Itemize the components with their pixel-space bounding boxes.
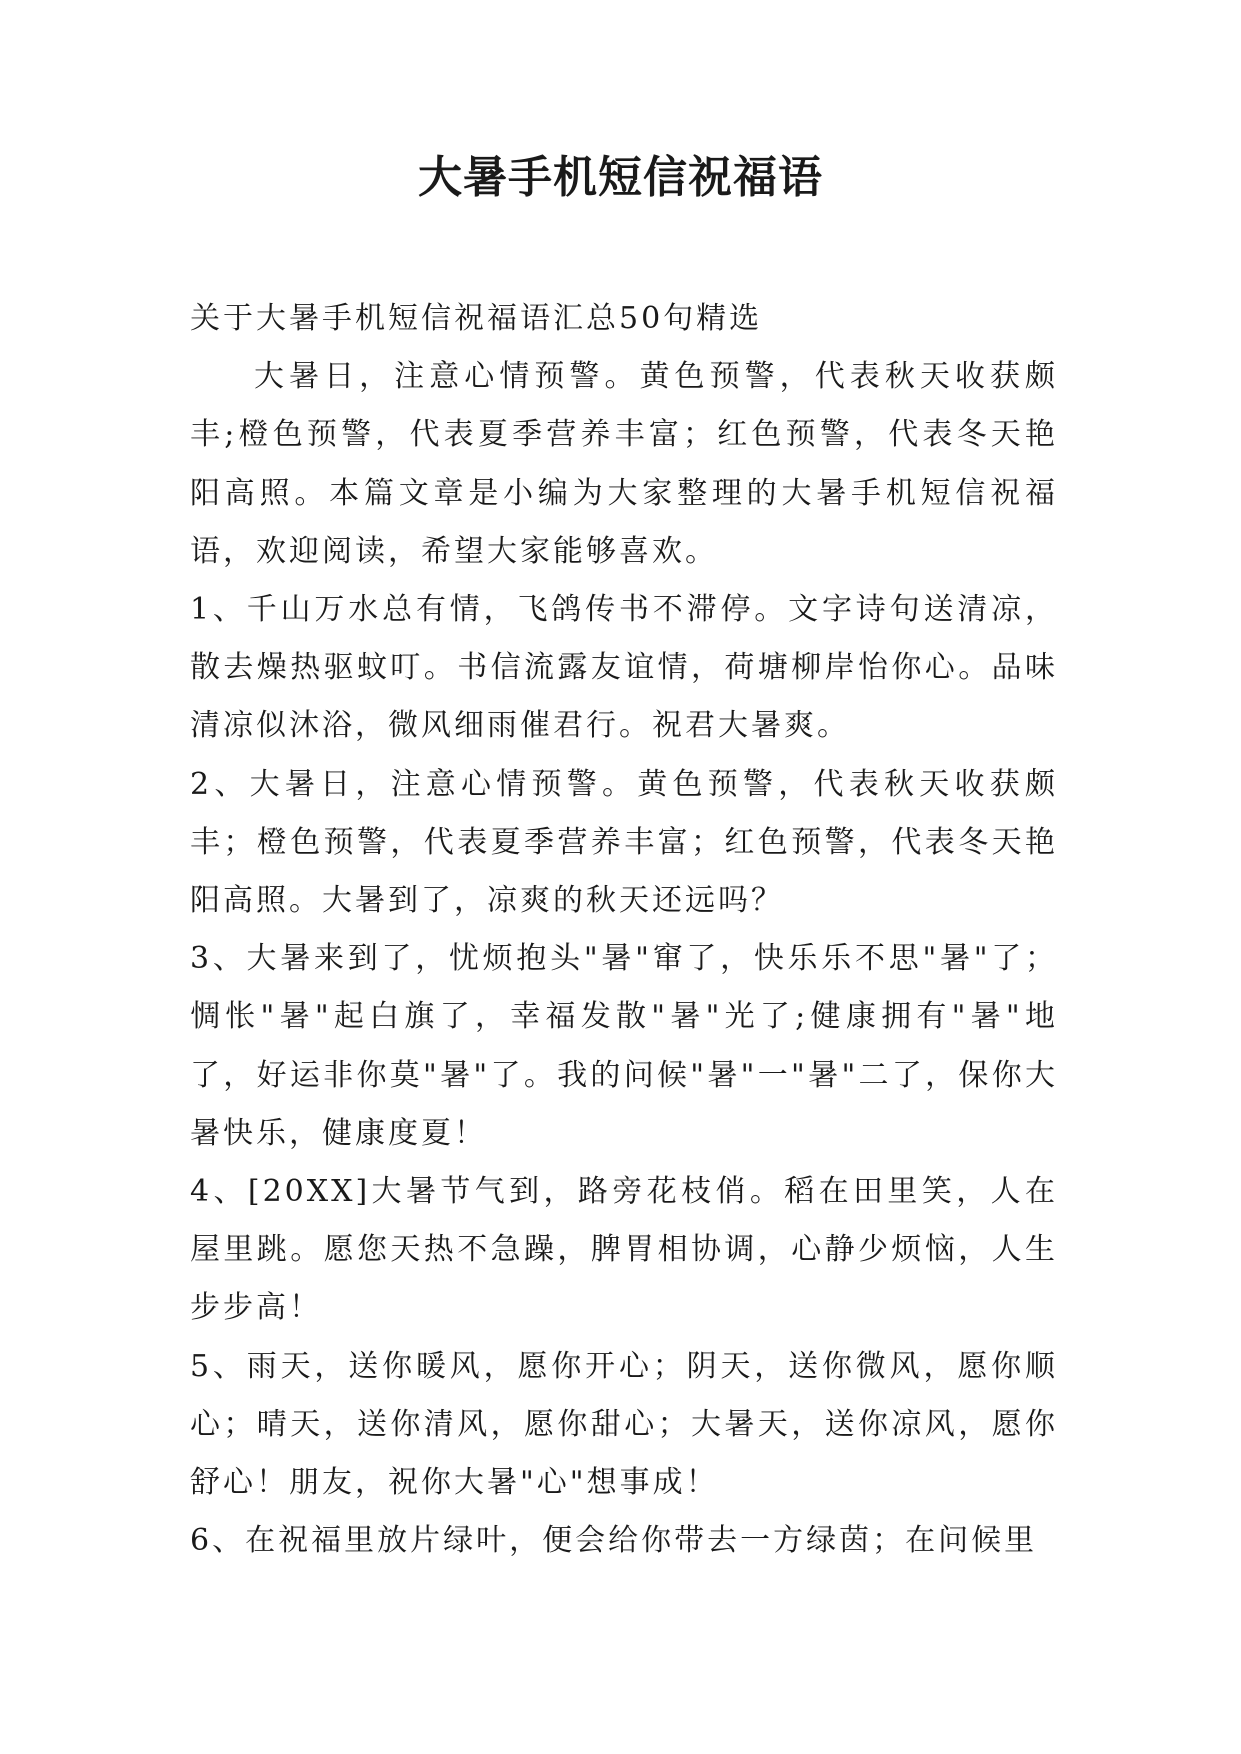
greeting-item-3: 3、大暑来到了，忧烦抱头"暑"窜了，快乐乐不思"暑"了；惆怅"暑"起白旗了，幸福发散"暑"光了;健康拥有"暑"地了，好运非你莫"暑"了。我的问候"暑"一"暑"二了，保你大暑快乐，健康度夏！	[190, 941, 1058, 1151]
greeting-item-1: 1、千山万水总有情，飞鸽传书不滞停。文字诗句送清凉，散去燥热驱蚊叮。书信流露友谊情，荷塘柳岸怡你心。品味清凉似沐浴，微风细雨催君行。祝君大暑爽。	[190, 592, 1058, 744]
document-body	[190, 290, 1058, 1570]
intro-paragraph: 大暑日，注意心情预警。黄色预警，代表秋天收获颇丰;橙色预警，代表夏季营养丰富；红色预警，代表冬天艳阳高照。本篇文章是小编为大家整理的大暑手机短信祝福语，欢迎阅读，希望大家能够喜欢。	[190, 359, 1058, 569]
greeting-item-4: 4、[20XX]大暑节气到，路旁花枝俏。稻在田里笑，人在屋里跳。愿您天热不急躁，脾胃相协调，心静少烦恼，人生步步高！	[190, 1174, 1058, 1326]
greeting-item-5: 5、雨天，送你暖风，愿你开心；阴天，送你微风，愿你顺心；晴天，送你清风，愿你甜心；大暑天，送你凉风，愿你舒心！朋友，祝你大暑"心"想事成！	[190, 1348, 1058, 1501]
document-title: 大暑手机短信祝福语	[418, 152, 823, 203]
document-subtitle: 关于大暑手机短信祝福语汇总50句精选	[190, 301, 763, 336]
greeting-item-2: 2、大暑日，注意心情预警。黄色预警，代表秋天收获颇丰；橙色预警，代表夏季营养丰富；红色预警，代表冬天艳阳高照。大暑到了，凉爽的秋天还远吗？	[190, 766, 1058, 919]
greeting-item-6: 6、在祝福里放片绿叶，便会给你带去一方绿茵；在问候里	[190, 1523, 1038, 1559]
